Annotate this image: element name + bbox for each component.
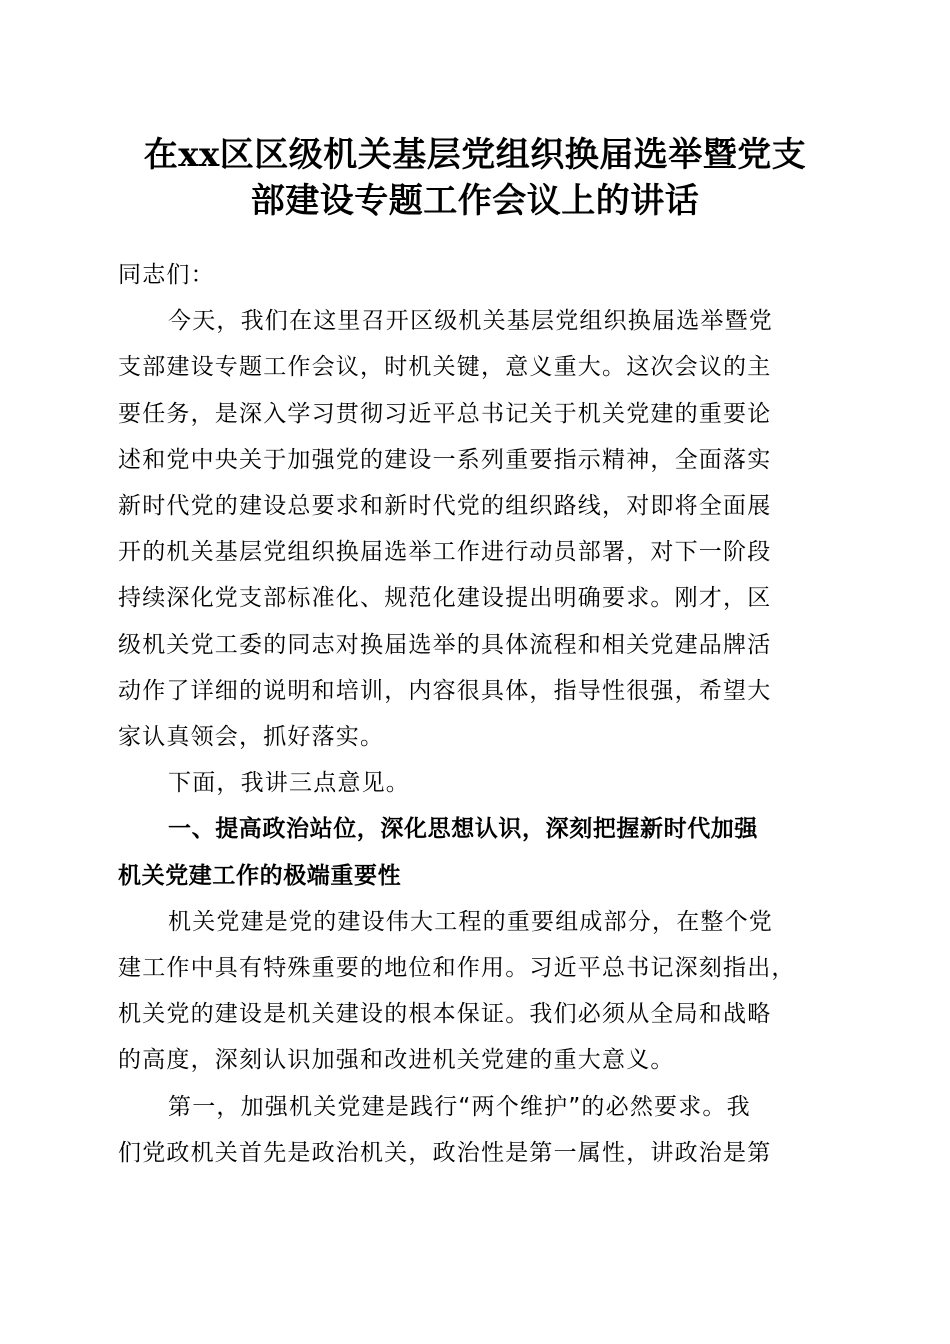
title-line: 部建设专题工作会议上的讲话 [250, 181, 700, 221]
paragraph-line: 机关党的建设是机关建设的根本保证。我们必须从全局和战略 [118, 1001, 772, 1028]
paragraph-line: 支部建设专题工作会议，时机关键，意义重大。这次会议的主 [118, 354, 772, 381]
heading-line: 机关党建工作的极端重要性 [118, 862, 402, 889]
paragraph-line: 述和党中央关于加强党的建设一系列重要指示精神，全面落实 [118, 446, 772, 473]
paragraph-point-1 [118, 1084, 830, 1176]
paragraph-section-1-intro [118, 899, 830, 1084]
paragraph-line: 要任务，是深入学习贯彻习近平总书记关于机关党建的重要论 [118, 400, 772, 427]
paragraph-line: 机关党建是党的建设伟大工程的重要组成部分，在整个党 [168, 908, 773, 935]
paragraph-line: 动作了详细的说明和培训，内容很具体，指导性很强，希望大 [118, 677, 772, 704]
heading-line: 一、提高政治站位，深化思想认识，深刻把握新时代加强 [168, 816, 758, 843]
paragraph-line: 级机关党工委的同志对换届选举的具体流程和相关党建品牌活 [118, 631, 772, 658]
paragraph-line: 开的机关基层党组织换届选举工作进行动员部署，对下一阶段 [118, 539, 772, 566]
salutation [118, 252, 830, 298]
paragraph-line: 第一，加强机关党建是践行“两个维护”的必然要求。我 [168, 1093, 751, 1120]
paragraph-line: 新时代党的建设总要求和新时代党的组织路线，对即将全面展 [118, 493, 772, 520]
paragraph-line: 今天，我们在这里召开区级机关基层党组织换届选举暨党 [168, 308, 773, 335]
salutation-text: 同志们： [118, 262, 215, 288]
paragraph-line: 持续深化党支部标准化、规范化建设提出明确要求。刚才，区 [118, 585, 772, 612]
document-body [118, 252, 830, 1176]
section-heading-1 [118, 806, 830, 898]
document-title [100, 132, 850, 224]
paragraph-opening [118, 298, 830, 760]
paragraph-line: 的高度，深刻认识加强和改进机关党建的重大意义。 [118, 1047, 675, 1074]
paragraph-line: 们党政机关首先是政治机关，政治性是第一属性，讲政治是第 [118, 1139, 772, 1166]
title-line: 在xx区区级机关基层党组织换届选举暨党支 [143, 135, 807, 175]
paragraph-line: 家认真领会，抓好落实。 [118, 724, 385, 751]
paragraph-line: 建工作中具有特殊重要的地位和作用。习近平总书记深刻指出， [118, 955, 796, 982]
paragraph-intro-points [118, 760, 830, 806]
paragraph-line: 下面，我讲三点意见。 [168, 770, 410, 797]
